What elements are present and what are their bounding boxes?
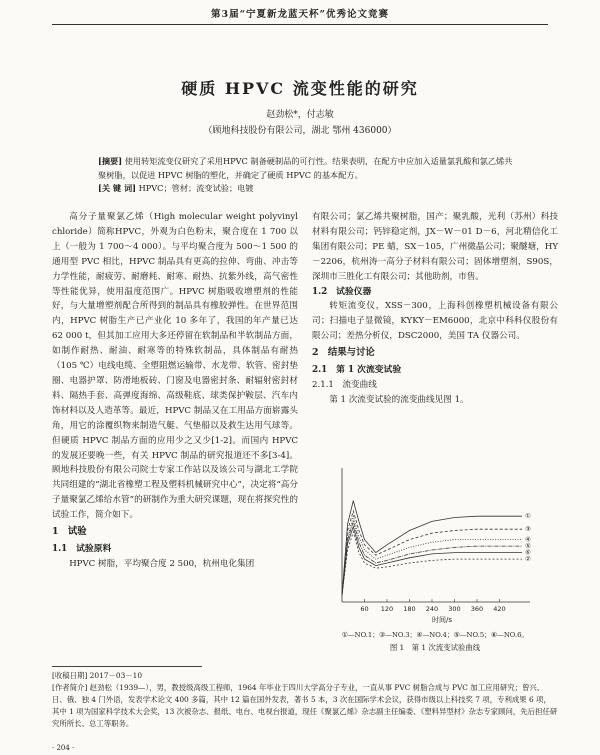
keywords — [98, 183, 518, 194]
series-line-no1 — [342, 501, 522, 596]
paper-title: 硬质 HPVC 流变性能的研究 — [181, 79, 419, 98]
materials-text: HPVC 树脂，平均聚合度 2 500，杭州电化集团 — [69, 558, 255, 569]
page-number: · 204 · — [52, 744, 75, 752]
x-axis-label: 时间/s — [431, 616, 453, 624]
x-tick-label: 360 — [470, 605, 484, 613]
series-line-no6 — [342, 532, 522, 596]
chart-legend: ①—NO.1；③—NO.3；④—NO.4；⑤—NO.5；⑥—NO.6。 — [341, 631, 529, 639]
series-line-no4 — [342, 521, 522, 595]
footnote: [收稿日期] 2017－03－10 [作者简介] 赵劲松（1939—），男，教授级高级工程师，1964 年毕业于四川大学高分子专业，一直从事 PVC 树脂合成与 PVC 加工应用研究；曾兴、日、俄、独 4 门外语，发表学术论文 400 多篇，其中 12 篇在国外发表，著书 5 本，3 次在国际学术会议，获得市级以上科技奖 7 项，专利成果 6 项，其中 1 项为国家科学技术大会奖，13 次被杂志、报纸、电台、电视台报道，现任《聚氯乙烯》杂志副主任编委、《塑料异型材》杂志专家顾问，先后担任研究所所长、总工等职务。 — [52, 671, 558, 728]
x-tick-label: 60 — [360, 605, 369, 613]
series-label: ⑤ — [525, 542, 531, 551]
series-line-no5 — [342, 527, 522, 596]
footnote-rule — [52, 666, 202, 667]
section-heading: 2 结果与讨论 — [312, 347, 375, 359]
materials-continued: 有限公司；氯乙烯共聚树脂，国产；聚乳酸，光利（苏州）科技材料有限公司；钙锌稳定剂，JX－W－01 D－6，河北精信化工集团有限公司；PE 蜡，SX－105，广州微晶公司；聚醚塘，HY－2206，杭州涛一高分子材料有限公司；固体增塑剂，S90S，深圳市三胜化工有限公司；其他助剂，市售。 — [312, 212, 558, 282]
x-tick-label: 120 — [380, 605, 394, 613]
series-line-no2 — [342, 511, 522, 596]
subsection-heading: 1.2 试验仪器 — [312, 286, 372, 297]
right-column — [312, 210, 558, 408]
running-header: 第3届“宁夏新龙蓝天杯”优秀论文竞赛 — [210, 9, 390, 20]
affiliation: （顾地科技股份有限公司，湖北 鄂州 436000） — [203, 126, 397, 136]
x-tick-label: 240 — [425, 605, 439, 613]
figure-reference-text: 第 1 次流变试验的流变曲线见图 1。 — [329, 394, 469, 405]
authors: 赵劲松*，付志敏 — [266, 110, 334, 120]
left-column — [52, 210, 298, 572]
rheology-chart — [312, 462, 558, 628]
subsection-heading: 2.1 第 1 次流变试验 — [312, 365, 402, 376]
x-tick-label: 420 — [493, 605, 506, 613]
subsection-heading: 1.1 试验原料 — [52, 543, 112, 554]
intro-paragraph: 高分子量聚氯乙烯（High molecular weight polyvinyl chloride）简称HPVC，外观为白色粉末，聚合度在 1 700 以上（一般为 1 700～4 000）。与平均聚合度为 500～1 500 的通用型 PVC 相比，HPVC 制品具有更高的拉伸、弯曲、冲击等力学性能，耐疲劳、耐磨耗、耐寒、耐热、抗紫外线，高气密性等性能优异，使用温度范围广。HPVC 树脂吸收增塑剂的性能好，与大量增塑剂配合所得到的制品具有橡胶弹性。在世界范围内，HPVC 树脂生产已产业化 10 多年了，我国的年产量已达 62 000 t，但其加工应用大多还停留在软制品和半软制品方面，如制作耐热、耐油、耐寒等的特殊软制品，具体制品有耐热（105 ℃）电线电缆、全塑阻燃运输带、水龙带、软管、密封垫圈、电器护罩、防滑地板砖、门窗及电器密封条、耐辐射密封材料、隔热手套、高弹度海绵、高级鞋底、球类保护鞍层、汽车内饰材料以及人造革等。最近，HPVC 制品又在工用品方面崭露头角，用它的涂覆织物来制造气艇、气垫船以及救生达用气球等。但硬质 HPVC 制品方面的应用少之又少[1-2]。而国内 HPVC 的发展还要晚一些，有关 HPVC 制品的研究报道还不多[3-4]。顾地科技股份有限公司院士专家工作站以及该公司与湖北工学院共同组建的“湖北省橡塑工程及塑料机械研究中心”，决定将“高分子量聚氯乙烯给水管”的研制作为重大研究课题，现在将探究性的试验工作，简介如下。 — [52, 212, 298, 521]
x-tick-label: 180 — [403, 605, 416, 613]
figure-caption: 图 1 第 1 次流变试验曲线 — [389, 643, 481, 652]
abstract-text: 使用转矩流变仪研究了采用HPVC 制备硬制品的可行性。结果表明，在配方中应加入适量氯乳酸和氯乙烯共聚树脂，以促进 HPVC 树脂的塑化，并确定了硬质 HPVC 的基本配方。 — [98, 156, 513, 180]
section-heading: 1 试验 — [52, 526, 87, 538]
x-tick-label: 300 — [448, 605, 461, 613]
series-line-no3 — [342, 516, 522, 595]
series-label: ① — [525, 512, 531, 521]
series-label: ② — [525, 555, 531, 564]
header-rule — [52, 24, 548, 25]
series-label: ⑥ — [525, 548, 531, 557]
series-label: ④ — [525, 535, 531, 544]
keywords-text: HPVC；管材；流变试验；电镀 — [138, 183, 254, 193]
abstract — [98, 154, 518, 182]
subsubsection-heading: 2.1.1 流变曲线 — [312, 379, 377, 390]
instruments-text: 转矩流变仪，XSS－300，上海科创橡塑机械设备有限公司；扫描电子显微镜，KYKY－EM6000，北京中科科仪股份有限公司；差热分析仪，DSC2000，美国 TA 仪器公司。 — [312, 301, 558, 342]
abstract-label: [摘要] — [98, 156, 123, 166]
series-label: ③ — [525, 525, 531, 534]
keywords-label: [关 键 词] — [98, 183, 137, 193]
